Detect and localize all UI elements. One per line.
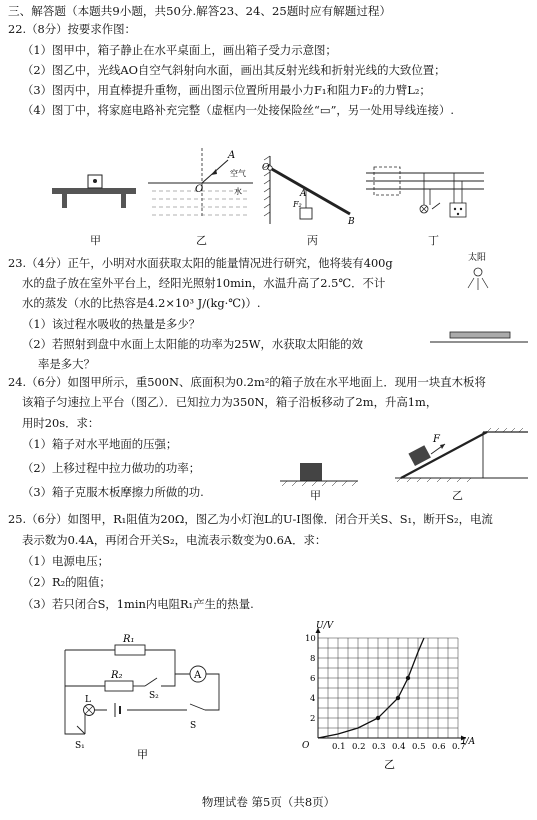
q24-line-2: 该箱子匀速拉上平台（图乙）．已知拉力为350N，箱子沿板移动了2m，升高1m， bbox=[22, 395, 438, 409]
q25-S-label: S bbox=[190, 721, 197, 731]
q22-item-4: （4）图丁中，将家庭电路补充完整（虚框内一处接保险丝“▭”，另一处用导线连接）. bbox=[22, 103, 454, 117]
q22-label-bing: 丙 bbox=[307, 234, 318, 247]
graph-x-label: I/A bbox=[462, 737, 476, 747]
q25-ammeter-label: A bbox=[194, 670, 202, 681]
x-tick-label: 0.1 bbox=[332, 742, 346, 752]
q23-line-5: （2）若照射到盘中水面上太阳能的功率为25W，水获取太阳能的效 bbox=[22, 337, 363, 351]
q22-label-ding: 丁 bbox=[428, 234, 439, 247]
q22-figure-yi bbox=[148, 148, 256, 218]
q25-R1-label: R₁ bbox=[123, 634, 135, 645]
q24-line-6: （3）箱子克服木板摩擦力所做的功. bbox=[22, 485, 204, 499]
q22-yi-label-O: O bbox=[195, 184, 204, 195]
y-tick-label: 8 bbox=[310, 654, 316, 664]
q25-line-5: （3）若只闭合S，1min内电阻R₁产生的热量. bbox=[22, 597, 254, 611]
q24-line-1: 24.（6分）如图甲所示，重500N、底面积为0.2m²的箱子放在水平地面上．现用一块直木板将 bbox=[8, 375, 486, 389]
q24-line-5: （2）上移过程中拉力做功的功率； bbox=[22, 461, 201, 475]
q25-S1-label: S₁ bbox=[75, 741, 85, 751]
q22-stem: 22.（8分）按要求作图： bbox=[8, 22, 136, 36]
x-tick-label: 0.2 bbox=[352, 742, 366, 752]
q22-bing-label-O: O bbox=[262, 163, 270, 173]
curve-point bbox=[396, 696, 400, 700]
q25-R2-label: R₂ bbox=[111, 670, 123, 681]
q23-line-6: 率是多大？ bbox=[38, 357, 95, 371]
q22-item-3: （3）图丙中，用直棒提升重物，画出图示位置所用最小力F₁和阻力F₂的力臂L₂； bbox=[22, 83, 431, 97]
q22-figure-ding bbox=[366, 165, 486, 235]
q25-line-4: （2）R₂的阻值； bbox=[22, 575, 111, 589]
q22-label-jia: 甲 bbox=[90, 234, 101, 247]
q24-yi-label-F: F bbox=[433, 434, 440, 445]
page-footer: 物理试卷 第5页（共8页） bbox=[201, 795, 336, 809]
q22-item-1: （1）图甲中，箱子静止在水平桌面上，画出箱子受力示意图； bbox=[22, 43, 337, 57]
curve-point bbox=[376, 716, 380, 720]
q23-line-4: （1）该过程水吸收的热量是多少？ bbox=[22, 317, 201, 331]
q23-line-1: 23.（4分）正午，小明对水面获取太阳的能量情况进行研究，他将装有400g bbox=[8, 256, 393, 270]
q23-line-2: 水的盘子放在室外平台上，经阳光照射10min，水温升高了2.5℃．不计 bbox=[22, 276, 386, 290]
y-tick-label: 6 bbox=[310, 674, 316, 684]
q23-figure bbox=[430, 250, 530, 350]
q24-line-4: （1）箱子对水平地面的压强； bbox=[22, 437, 178, 451]
q22-bing-label-F2: F₂ bbox=[293, 200, 302, 209]
q24-label-yi: 乙 bbox=[452, 489, 463, 502]
q22-figure-jia bbox=[52, 170, 142, 210]
x-tick-label: 0.7 bbox=[452, 742, 466, 752]
q24-label-jia: 甲 bbox=[310, 489, 321, 502]
x-tick-label: 0.6 bbox=[432, 742, 446, 752]
x-tick-label: 0.5 bbox=[412, 742, 426, 752]
q22-bing-label-A: A bbox=[300, 189, 307, 199]
q22-label-yi: 乙 bbox=[196, 234, 207, 247]
y-tick-label: 4 bbox=[310, 694, 316, 704]
q22-yi-label-air: 空气 bbox=[230, 169, 246, 178]
q25-L-label: L bbox=[85, 695, 91, 705]
y-tick-label: 2 bbox=[310, 714, 316, 724]
q23-sun-label: 太阳 bbox=[468, 253, 487, 263]
x-tick-label: 0.4 bbox=[392, 742, 406, 752]
y-tick-label: 10 bbox=[305, 634, 316, 644]
q22-yi-label-A: A bbox=[228, 150, 236, 161]
q25-line-1: 25.（6分）如图甲，R₁阻值为20Ω，图乙为小灯泡L的U-I图像．闭合开关S、S₁，断开S₂，电流 bbox=[8, 512, 493, 526]
q24-figure-yi bbox=[395, 420, 530, 485]
graph-origin: O bbox=[302, 741, 310, 751]
q22-figure-bing bbox=[262, 156, 357, 231]
q23-line-3: 水的蒸发（水的比热容是4.2×10³ J/(kg·℃)）. bbox=[22, 296, 261, 310]
q22-yi-label-water: 水 bbox=[234, 187, 242, 196]
q25-circuit bbox=[45, 630, 235, 760]
q25-S2-label: S₂ bbox=[149, 691, 159, 701]
sun-icon bbox=[474, 268, 482, 276]
q25-line-3: （1）电源电压； bbox=[22, 554, 109, 568]
section-header: 三、解答题（本题共9小题，共50分.解答23、24、25题时应有解题过程） bbox=[8, 4, 392, 18]
q25-ui-graph bbox=[300, 620, 490, 775]
curve-point bbox=[406, 676, 410, 680]
q24-line-3: 用时20s．求： bbox=[22, 416, 100, 430]
graph-caption: 乙 bbox=[384, 758, 395, 771]
q25-line-2: 表示数为0.4A，再闭合开关S₂，电流表示数变为0.6A．求： bbox=[22, 533, 327, 547]
graph-y-label: U/V bbox=[316, 621, 334, 631]
x-tick-label: 0.3 bbox=[372, 742, 386, 752]
q25-circuit-caption: 甲 bbox=[137, 748, 148, 761]
q22-item-2: （2）图乙中，光线AO自空气斜射向水面，画出其反射光线和折射光线的大致位置； bbox=[22, 63, 446, 77]
q22-bing-label-B: B bbox=[348, 217, 355, 227]
